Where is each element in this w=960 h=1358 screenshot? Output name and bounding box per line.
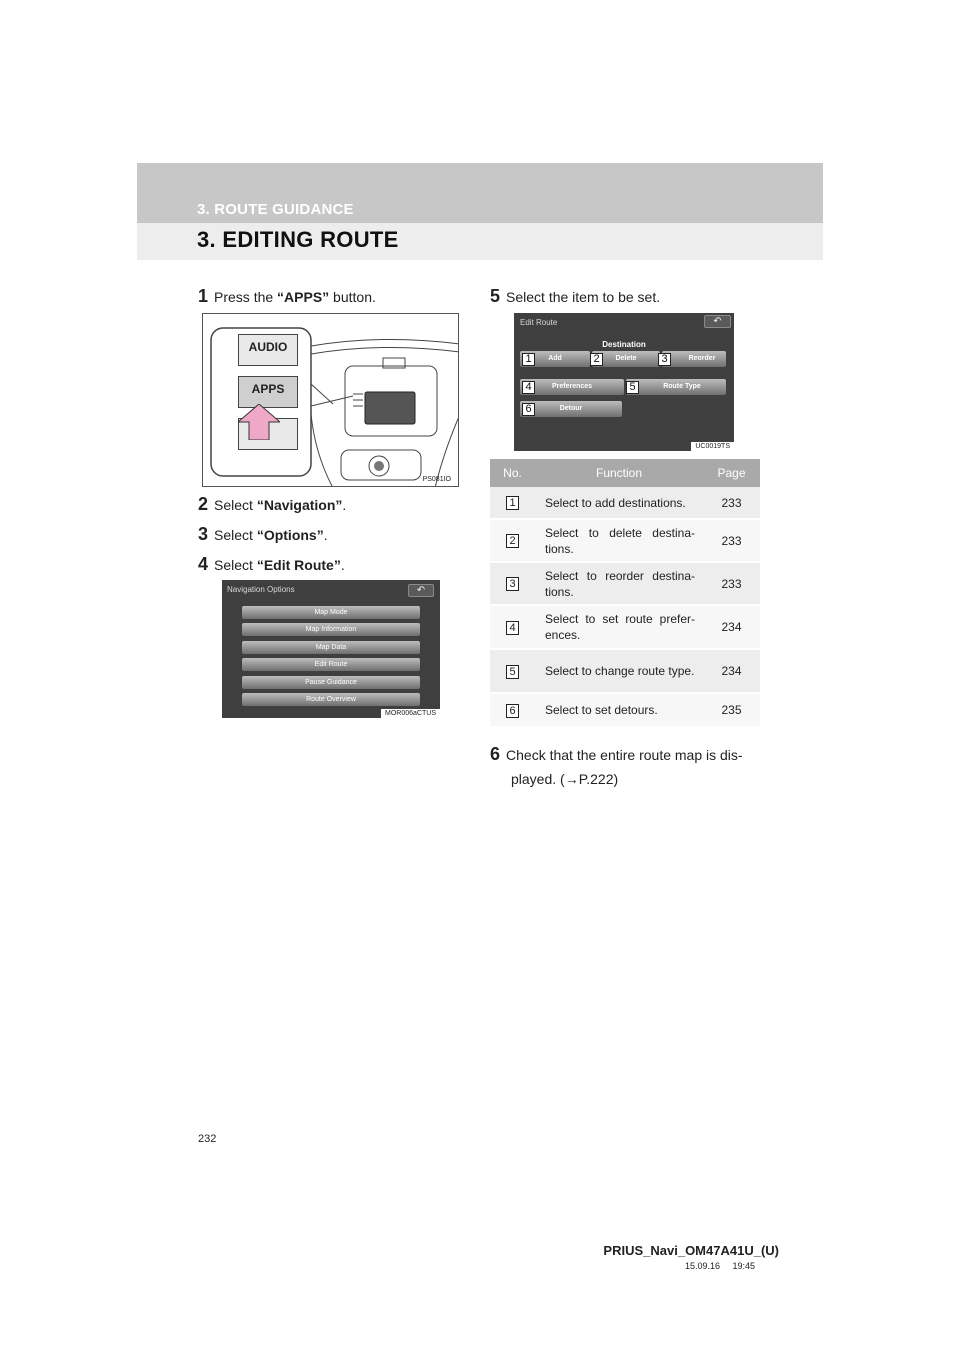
step-4: 4 Select “Edit Route”. [198, 554, 345, 574]
back-button[interactable] [704, 315, 731, 328]
function-cell: Select to change route type. [535, 649, 703, 693]
page-cell: 234 [703, 649, 760, 693]
pause-guidance-button[interactable]: Pause Guidance [242, 676, 420, 689]
figure-code: MOR006aCTUS [381, 709, 440, 718]
reorder-button[interactable]: Reorder [662, 351, 726, 367]
page-title: 3. EDITING ROUTE [197, 227, 399, 252]
step-number: 2 [198, 494, 209, 514]
screen-title: Navigation Options [227, 585, 295, 594]
back-button[interactable] [408, 584, 434, 597]
callout-number: 4 [522, 381, 535, 394]
pink-arrow-icon [238, 404, 280, 440]
table-header-row [490, 459, 760, 487]
column-header-no: No. [490, 459, 535, 487]
route-type-button[interactable]: Route Type [626, 379, 726, 395]
figure-code: UC0019TS [691, 442, 734, 451]
step-number: 1 [198, 286, 209, 306]
apps-button[interactable]: APPS [238, 376, 298, 408]
function-cell: Select to set route prefer-ences. [535, 605, 703, 649]
detour-button[interactable]: Detour [520, 401, 622, 417]
screen-title: Edit Route [520, 318, 558, 327]
table-row [490, 605, 760, 649]
row-number: 5 [506, 665, 519, 679]
step-2: 2 Select “Navigation”. [198, 494, 347, 514]
step-keyword: “Edit Route” [256, 557, 341, 573]
page-cell: 234 [703, 605, 760, 649]
step-keyword: “APPS” [277, 289, 330, 305]
callout-number: 1 [522, 353, 535, 366]
figure-code: PS081IO [422, 476, 451, 483]
page-cell: 235 [703, 693, 760, 727]
row-number: 4 [506, 621, 519, 635]
add-button[interactable]: Add [520, 351, 590, 367]
callout-number: 6 [522, 403, 535, 416]
column-header-function: Function [535, 459, 703, 487]
route-overview-button[interactable]: Route Overview [242, 693, 420, 706]
table-row [490, 562, 760, 605]
step-6: 6 Check that the entire route map is dis- played. (→P.222) [490, 744, 743, 787]
callout-number: 5 [626, 381, 639, 394]
destination-label: Destination [602, 340, 646, 349]
section-header-bar [137, 163, 823, 223]
table-row [490, 487, 760, 519]
document-id: PRIUS_Navi_OM47A41U_(U) [603, 1243, 779, 1258]
page-number: 232 [198, 1133, 217, 1145]
map-data-button[interactable]: Map Data [242, 641, 420, 654]
step-number: 3 [198, 524, 209, 544]
step-number: 4 [198, 554, 209, 574]
preferences-button[interactable]: Preferences [520, 379, 624, 395]
table-row [490, 649, 760, 693]
function-cell: Select to delete destina-tions. [535, 519, 703, 562]
function-cell: Select to add destinations. [535, 487, 703, 519]
map-mode-button[interactable]: Map Mode [242, 606, 420, 619]
callout-number: 3 [658, 353, 671, 366]
back-arrow-icon: ↶ [416, 585, 426, 596]
back-arrow-icon: ↶ [713, 316, 722, 327]
function-cell: Select to set detours. [535, 693, 703, 727]
navigation-options-screen [222, 580, 440, 718]
audio-button[interactable]: AUDIO [238, 334, 298, 366]
function-cell: Select to reorder destina-tions. [535, 562, 703, 605]
edit-route-button[interactable]: Edit Route [242, 658, 420, 671]
page-cell: 233 [703, 562, 760, 605]
row-number: 6 [506, 704, 519, 718]
table-row [490, 519, 760, 562]
function-table [490, 459, 760, 728]
page-title-bar [137, 223, 823, 260]
step-5: 5 Select the item to be set. [490, 286, 661, 306]
page-cell: 233 [703, 487, 760, 519]
row-number: 2 [506, 534, 519, 548]
row-number: 1 [506, 496, 519, 510]
dashboard-illustration [202, 313, 459, 487]
step-number: 5 [490, 286, 501, 306]
column-header-page: Page [703, 459, 760, 487]
row-number: 3 [506, 577, 519, 591]
callout-number: 2 [590, 353, 603, 366]
edit-route-screen [514, 313, 734, 451]
delete-button[interactable]: Delete [592, 351, 660, 367]
page-cell: 233 [703, 519, 760, 562]
step-number: 6 [490, 744, 501, 764]
step-keyword: “Options” [256, 527, 324, 543]
date-stamp: 15.09.16 19:45 [684, 1261, 755, 1271]
step-3: 3 Select “Options”. [198, 524, 328, 544]
step-keyword: “Navigation” [256, 497, 343, 513]
section-title: 3. ROUTE GUIDANCE [197, 201, 354, 218]
table-row [490, 693, 760, 727]
step-1: 1 Press the “APPS” button. [198, 286, 376, 306]
map-information-button[interactable]: Map Information [242, 623, 420, 636]
